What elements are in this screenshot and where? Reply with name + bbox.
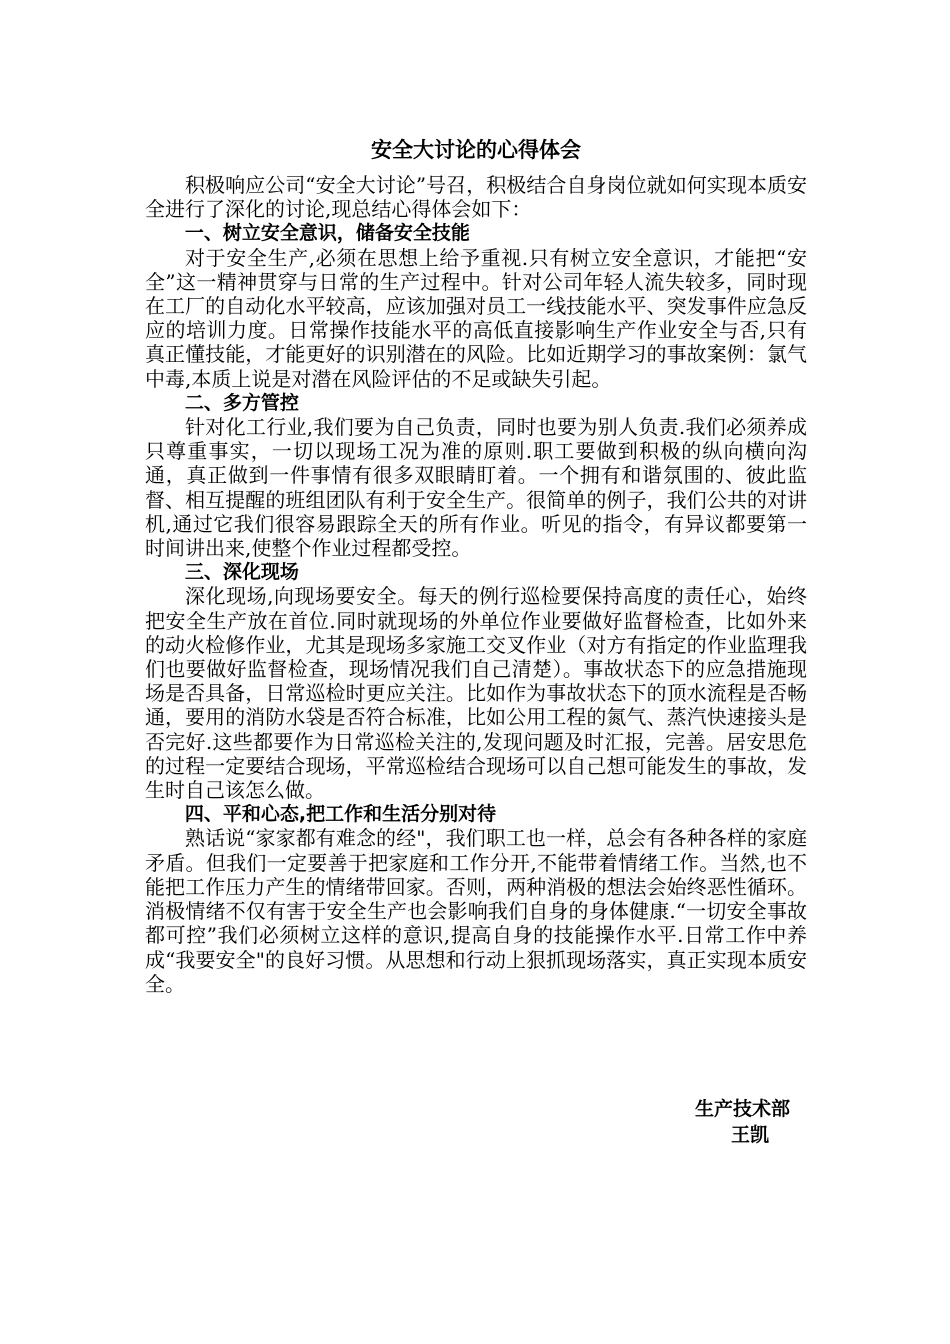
- document-title: 安全大讨论的心得体会: [371, 138, 581, 162]
- section-heading-2: 二、多方管控: [184, 391, 299, 414]
- signature-name: 王凯: [731, 1124, 770, 1146]
- section-heading-4: 四、平和心态,把工作和生活分别对待: [184, 803, 497, 826]
- section-body-1: 对于安全生产,必须在思想上给予重视.只有树立安全意识，才能把“安全”这一精神贯穿与日常的生产过程中。针对公司年轻人流失较多，同时现在工厂的自动化水平较高，应该加强对员工一线技能水平、突发事件应急反应的培训力度。日常操作技能水平的高低直接影响生产作业安全与否,只有真正懂技能，才能更好的识别潜在的风险。比如近期学习的事故案例：氯气中毒,本质上说是对潜在风险评估的不足或缺失引起。: [145, 245, 807, 391]
- section-heading-3: 三、深化现场: [184, 561, 299, 584]
- intro-paragraph: 积极响应公司“安全大讨论”号召，积极结合自身岗位就如何实现本质安全进行了深化的讨论,现总结心得体会如下：: [145, 173, 807, 222]
- section-body-2: 针对化工行业,我们要为自己负责，同时也要为别人负责.我们必须养成只尊重事实，一切以现场工况为准的原则.职工要做到积极的纵向横向沟通，真正做到一件事情有很多双眼睛盯着。一个拥有和谐氛围的、彼此监督、相互提醒的班组团队有利于安全生产。很简单的例子，我们公共的对讲机,通过它我们很容易跟踪全天的所有作业。听见的指令，有异议都要第一时间讲出来,使整个作业过程都受控。: [145, 415, 807, 561]
- signature-department: 生产技术部: [695, 1098, 791, 1120]
- section-body-4: 熟话说“家家都有难念的经"，我们职工也一样，总会有各种各样的家庭矛盾。但我们一定要善于把家庭和工作分开,不能带着情绪工作。当然,也不能把工作压力产生的情绪带回家。否则，两种消极的想法会始终恶性循环。消极情绪不仅有害于安全生产也会影响我们自身的身体健康.“一切安全事故都可控”我们必须树立这样的意识,提高自身的技能操作水平.日常工作中养成“我要安全"的良好习惯。从思想和行动上狠抓现场落实，真正实现本质安全。: [145, 826, 807, 996]
- section-heading-1: 一、树立安全意识，储备安全技能: [184, 222, 470, 245]
- document-page: [145, 133, 807, 996]
- section-body-3: 深化现场,向现场要安全。每天的例行巡检要保持高度的责任心，始终把安全生产放在首位.同时就现场的外单位作业要做好监督检查，比如外来的动火检修作业，尤其是现场多家施工交叉作业（对方有指定的作业监理我们也要做好监督检查，现场情况我们自己清楚）。事故状态下的应急措施现场是否具备，日常巡检时更应关注。比如作为事故状态下的顶水流程是否畅通，要用的消防水袋是否符合标准，比如公用工程的氮气、蒸汽快速接头是否完好.这些都要作为日常巡检关注的,发现问题及时汇报，完善。居安思危的过程一定要结合现场，平常巡检结合现场可以自己想可能发生的事故，发生时自己该怎么做。: [145, 584, 807, 803]
